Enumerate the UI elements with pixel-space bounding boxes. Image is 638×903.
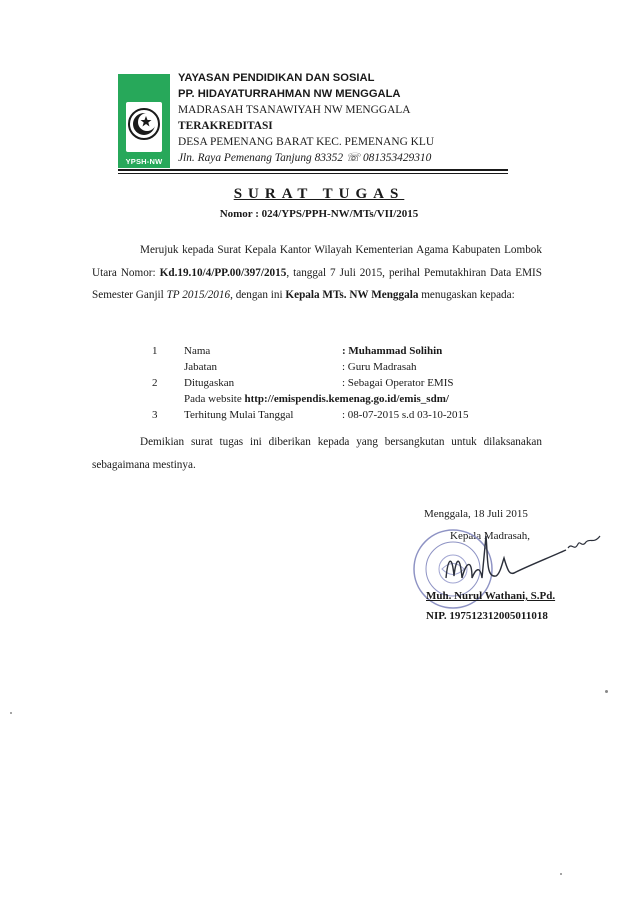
institution-logo [118, 74, 170, 168]
position-value: : Guru Madrasah [342, 361, 417, 373]
website-line [184, 392, 449, 406]
signatory-role: Kepala Madrasah, [450, 530, 531, 542]
accreditation-status: TERAKREDITASI [178, 120, 273, 132]
website-url: http://emispendis.kemenag.go.id/emis_sdm/ [244, 393, 449, 405]
scan-speck [605, 690, 608, 693]
paragraph-text: Merujuk kepada Surat Kepala Kantor Wilayah Kementerian Agama Kabupaten Lombok Utara Nomor: [92, 244, 542, 279]
assignment-label: Ditugaskan [184, 377, 235, 389]
school-name: MADRASAH TSANAWIYAH NW MENGGALA [178, 104, 411, 116]
place-date: Menggala, 18 Juli 2015 [424, 508, 528, 520]
scan-speck [10, 712, 12, 714]
reference-number: Kd.19.10/4/PP.00/397/2015 [159, 266, 287, 279]
date-range-value: : 08-07-2015 s.d 03-10-2015 [342, 409, 469, 421]
opening-paragraph [92, 239, 542, 307]
letter-title: SURAT TUGAS [233, 186, 405, 202]
paragraph-text: menugaskan kepada: [418, 289, 515, 301]
item-number: 1 [152, 345, 158, 357]
letter-number: Nomor : 024/YPS/PPH-NW/MTs/VII/2015 [219, 208, 419, 220]
closing-paragraph: Demikian surat tugas ini diberikan kepada yang bersangkutan untuk dilaksanakan sebagaimana mestinya. [92, 436, 542, 471]
name-label: Nama [184, 345, 211, 357]
position-label: Jabatan [184, 361, 217, 373]
name-value: : Muhammad Solihin [342, 345, 443, 357]
crescent-star-icon [126, 102, 162, 152]
school-address: DESA PEMENANG BARAT KEC. PEMENANG KLU [178, 136, 435, 148]
letterhead-divider [118, 169, 508, 171]
signatory-name: Muh. Nurul Wathani, S.Pd. [426, 590, 556, 602]
logo-label: YPSH-NW [125, 157, 163, 166]
website-label: Pada website [184, 393, 245, 405]
issuer-title: Kepala MTs. NW Menggala [285, 289, 419, 301]
letterhead-divider-thin [118, 173, 508, 174]
school-contact: Jln. Raya Pemenang Tanjung 83352 ☏ 081353429310 [178, 152, 432, 164]
start-date-label: Terhitung Mulai Tanggal [184, 409, 294, 421]
pesantren-name: PP. HIDAYATURRAHMAN NW MENGGALA [178, 88, 401, 100]
paragraph-text: , tanggal 7 Juli 2015, perihal Pemutakhiran Data EMIS Semester Ganjil [92, 266, 542, 301]
school-year: TP 2015/2016 [166, 289, 231, 301]
item-number: 3 [152, 409, 158, 421]
paragraph-text: , dengan ini [230, 289, 286, 301]
item-number: 2 [152, 377, 158, 389]
foundation-name: YAYASAN PENDIDIKAN DAN SOSIAL [178, 72, 375, 84]
signatory-nip: NIP. 197512312005011018 [426, 610, 548, 622]
scan-speck [560, 873, 562, 875]
assignment-value: : Sebagai Operator EMIS [342, 377, 454, 389]
